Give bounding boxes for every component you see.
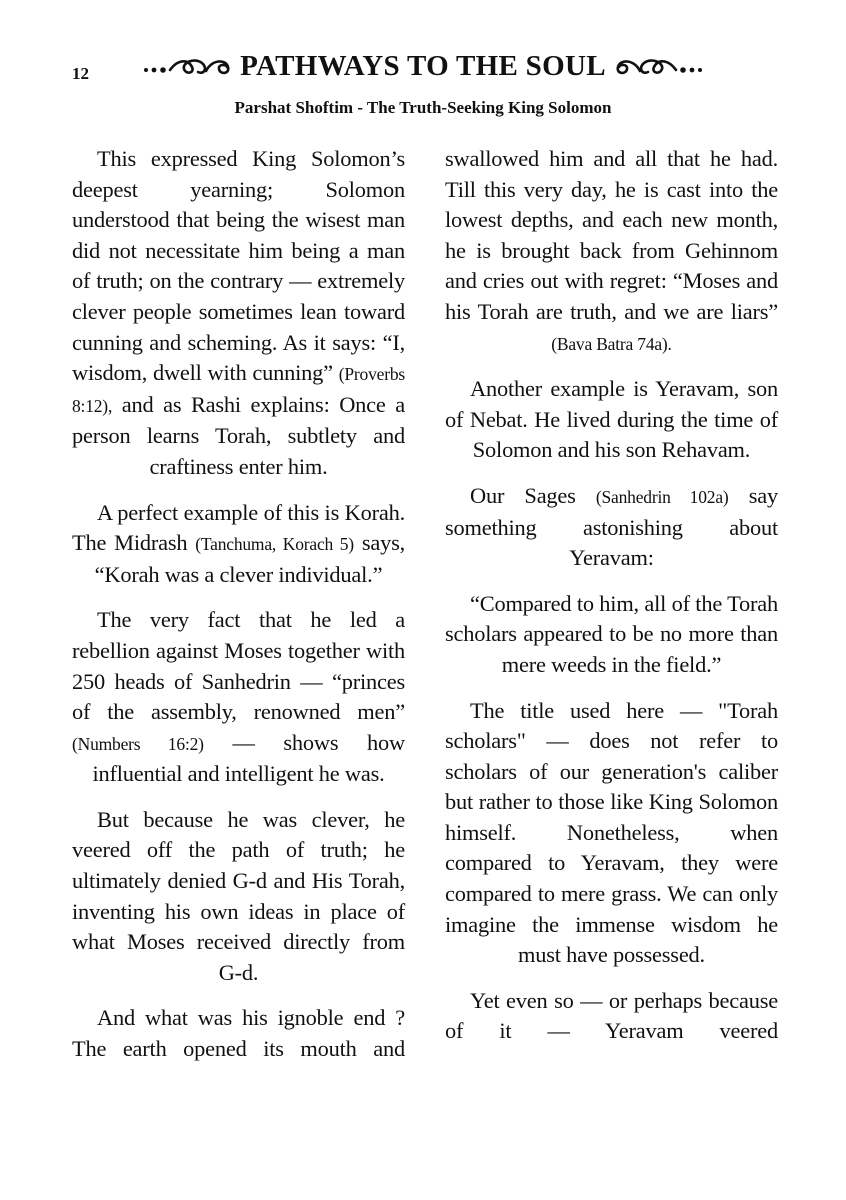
paragraph: Our Sages (Sanhedrin 102a) say something astonishing about Yeravam: (445, 482, 778, 571)
page-number: 12 (72, 64, 89, 83)
paragraph: “Compared to him, all of the Torah scholars appeared to be no more than mere weeds in the field.” (445, 590, 778, 677)
chapter-subtitle: Parshat Shoftim - The Truth-Seeking King Solomon (234, 98, 612, 117)
left-column (72, 144, 405, 1065)
paragraph: swallowed him and all that he had. Till this very day, he is cast into the lowest depths, and each new month, he is brought back from Gehinnom and cries out with regret: “Moses and his Torah are truth, and we are liars” (Bava Batra 74a). (445, 146, 778, 354)
paragraph: The very fact that he led a rebellion against Moses together with 250 heads of Sanhedrin — “princes of the assembly, renowned men” (Numbers 16:2) — shows how influential and intelligent he was. (72, 607, 405, 787)
citation: (Sanhedrin 102a) (595, 486, 729, 507)
swirl-ornament-left-icon (142, 52, 234, 85)
swirl-ornament-right-icon (612, 52, 704, 85)
paragraph: But because he was clever, he veered off the path of truth; he ultimately denied G-d and His Torah, inventing his own ideas in place of what Moses received directly from G-d. (72, 806, 405, 985)
citation: (Numbers 16:2) (72, 733, 204, 754)
publication-title: PATHWAYS TO THE SOUL (240, 50, 606, 82)
citation: (Bava Batra 74a). (551, 333, 672, 354)
paragraph: The title used here — "Torah scholars" — does not refer to scholars of our generation's caliber but rather to those like King Solomon himself. Nonetheless, when compared to Yeravam, they were compared to mere grass. We can only imagine the immense wisdom he must have possessed. (445, 697, 778, 968)
paragraph: This expressed King Solomon’s deepest yearning; Solomon understood that being the wisest man did not necessitate him being a man of truth; on the contrary — extremely clever people sometimes lean toward cunning and scheming. As it says: “I, wisdom, dwell with cunning” (Proverbs 8:12), and as Rashi explains: Once a person learns Torah, subtlety and craftiness enter him. (72, 146, 405, 479)
paragraph: A perfect example of this is Korah. The Midrash (Tanchuma, Korach 5) says, “Korah was a clever individual.” (72, 499, 405, 587)
paragraph: And what was his ignoble end ? The earth opened its mouth and (72, 1005, 405, 1062)
page-header (0, 50, 846, 85)
citation: (Tanchuma, Korach 5) (195, 534, 354, 555)
right-column (445, 144, 778, 1047)
paragraph: Yet even so — or perhaps because of it — Yeravam veered (445, 987, 778, 1044)
paragraph: Another example is Yeravam, son of Nebat. He lived during the time of Solomon and his son Rehavam. (445, 376, 778, 463)
citation: (Proverbs 8:12), (72, 364, 405, 416)
